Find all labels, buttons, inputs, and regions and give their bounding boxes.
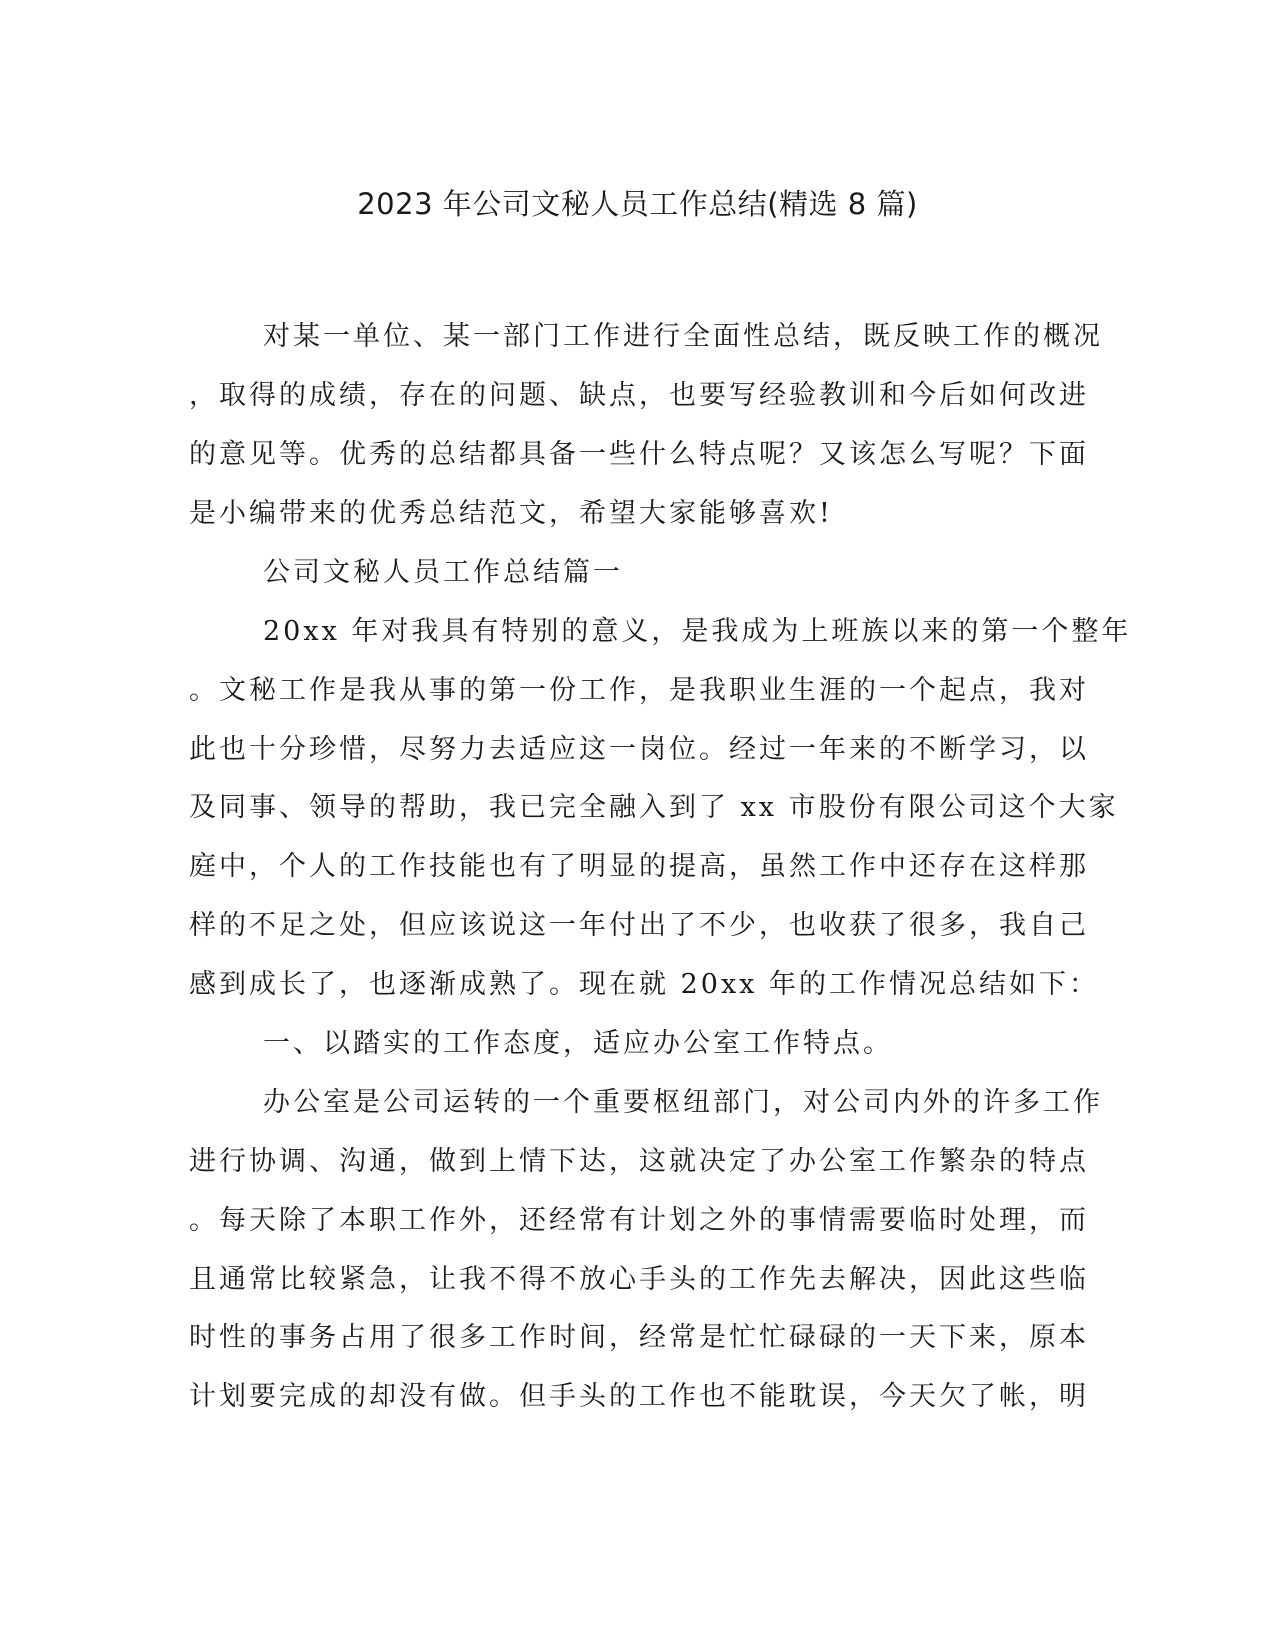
paragraph-line: 办公室是公司运转的一个重要枢纽部门，对公司内外的许多工作 [263,1087,1103,1118]
paragraph-line: 且通常比较紧急，让我不得不放心手头的工作先去解决，因此这些临 [189,1264,1089,1295]
paragraph-line: 感到成长了，也逐渐成熟了。现在就 20xx 年的工作情况总结如下： [189,969,1099,1000]
document-title: 2023 年公司文秘人员工作总结(精选 8 篇) [357,187,918,221]
paragraph-line: 计划要完成的却没有做。但手头的工作也不能耽误，今天欠了帐，明 [189,1381,1089,1412]
subsection-heading: 一、以踏实的工作态度，适应办公室工作特点。 [263,1028,893,1059]
paragraph-line: 的意见等。优秀的总结都具备一些什么特点呢？又该怎么写呢？下面 [189,439,1089,470]
paragraph-line: 是小编带来的优秀总结范文，希望大家能够喜欢! [189,498,833,529]
paragraph-line: 。每天除了本职工作外，还经常有计划之外的事情需要临时处理，而 [189,1205,1089,1236]
paragraph-line: 。文秘工作是我从事的第一份工作，是我职业生涯的一个起点，我对 [189,675,1089,706]
paragraph-line: ，取得的成绩，存在的问题、缺点，也要写经验教训和今后如何改进 [189,380,1089,411]
paragraph-line: 进行协调、沟通，做到上情下达，这就决定了办公室工作繁杂的特点 [189,1146,1089,1177]
paragraph-line: 20xx 年对我具有特别的意义，是我成为上班族以来的第一个整年 [263,616,1132,647]
paragraph-line: 此也十分珍惜，尽努力去适应这一岗位。经过一年来的不断学习，以 [189,734,1089,765]
paragraph-line: 及同事、领导的帮助，我已完全融入到了 xx 市股份有限公司这个大家 [189,792,1119,823]
section-heading: 公司文秘人员工作总结篇一 [263,557,623,588]
paragraph-line: 庭中，个人的工作技能也有了明显的提高，虽然工作中还存在这样那 [189,851,1089,882]
paragraph-line: 对某一单位、某一部门工作进行全面性总结，既反映工作的概况 [263,321,1103,352]
paragraph-line: 时性的事务占用了很多工作时间，经常是忙忙碌碌的一天下来，原本 [189,1322,1089,1353]
paragraph-line: 样的不足之处，但应该说这一年付出了不少，也收获了很多，我自己 [189,910,1089,941]
